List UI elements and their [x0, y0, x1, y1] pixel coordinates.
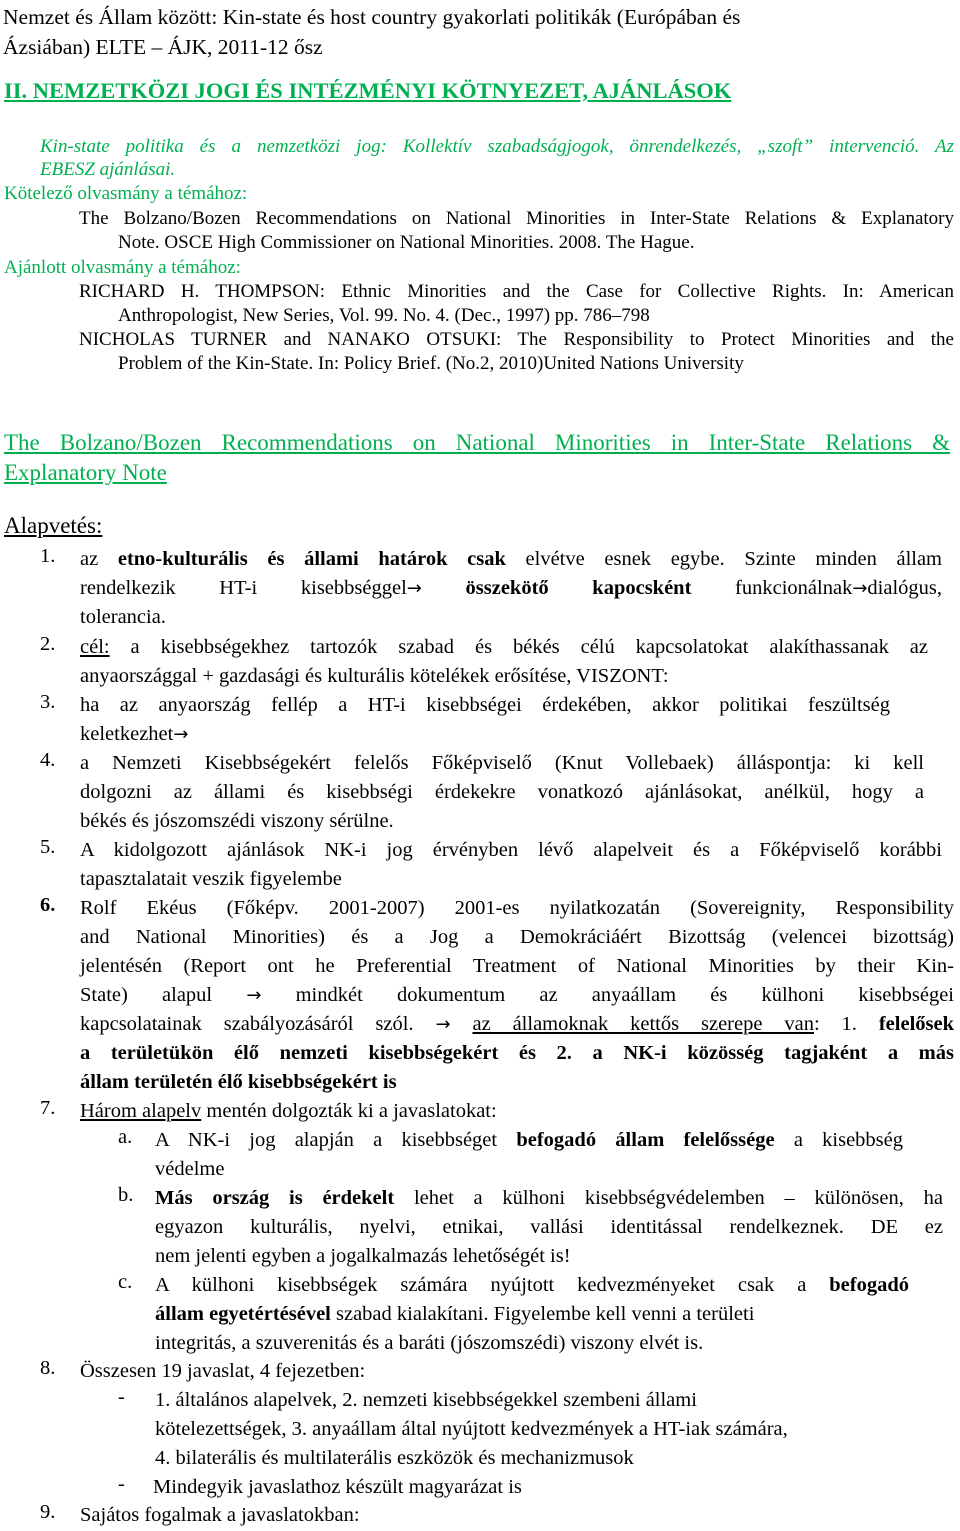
arrow-icon: → — [173, 724, 189, 745]
item-2: cél: a kisebbségekhez tartozók szabad és békés célú kapcsolatokat alakíthassanak az anyaországgal + gazdasági és kulturális kötelékek erősítése, VISZONT: — [80, 636, 928, 687]
item-6: Rolf Ekéus (Főképv. 2001-2007) 2001-es nyilatkozatán (Sovereignity, Responsibility and National Minorities) és a Jog a Demokráciáért Bizottság (velencei bizottság) jelentésén (Report ont he Preferential Treatment of National Minorities by their Kin- State) alapul → mindkét dokumentum az anyaállam és külhoni kisebbségei kapcsolatainak szabályozásáról szól. → az államoknak kettős szerepe van: 1. felelősek a területükön élő nemzeti kisebbségekért és 2. a NK-i közösség tagjaként a más állam területén élő kisebbségekért is — [80, 897, 954, 1093]
item-9: Sajátos fogalmak a javaslatokban: — [80, 1504, 360, 1526]
item-7: Három alapelv mentén dolgozták ki a javaslatokat: — [80, 1100, 497, 1122]
required-reading-1b: Note. OSCE High Commissioner on National Minorities. 2008. The Hague. — [118, 232, 695, 253]
recommended-reading-1a: RICHARD H. THOMPSON: Ethnic Minorities and the Case for Collective Rights. In: American — [79, 281, 954, 302]
required-reading-1a: The Bolzano/Bozen Recommendations on National Minorities in Inter-State Relations & Explanatory — [79, 208, 954, 229]
alapvetes-heading: Alapvetés: — [4, 513, 103, 538]
topic-line-2: EBESZ ajánlásai. — [40, 159, 176, 180]
arrow-icon: → — [852, 578, 868, 599]
item-number: 2. — [40, 633, 56, 655]
item-8: Összesen 19 javaslat, 4 fejezetben: — [80, 1360, 366, 1382]
recommended-reading-label: Ajánlott olvasmány a témához: — [4, 257, 241, 278]
item-1: az etno-kulturális és állami határok csak elvétve esnek egybe. Szinte minden állam rendelkezik HT-i kisebbséggel→ összekötő kapocsként funkcionálnak→dialógus, tolerancia. — [80, 548, 943, 628]
header-line-1: Nemzet és Állam között: Kin-state és host country gyakorlati politikák (Európában és — [3, 5, 741, 29]
doc-title-line-2: Explanatory Note — [4, 460, 167, 485]
item-number: 8. — [40, 1357, 56, 1379]
subitem-letter: b. — [118, 1184, 134, 1206]
dash-item-2: Mindegyik javaslathoz készült magyarázat is — [153, 1476, 522, 1498]
topic-line-1: Kin-state politika és a nemzetközi jog: Kollektív szabadságjogok, önrendelkezés, „szoft” intervenció. Az — [40, 136, 954, 157]
dash-bullet: - — [118, 1473, 125, 1495]
item-number: 1. — [40, 545, 56, 567]
arrow-icon: → — [246, 985, 262, 1006]
item-number: 7. — [40, 1097, 56, 1119]
item-number: 5. — [40, 836, 56, 858]
item-number: 9. — [40, 1501, 56, 1523]
section-title: II. NEMZETKÖZI JOGI ÉS INTÉZMÉNYI KÖTNYEZET, AJÁNLÁSOK — [4, 78, 732, 103]
item-number: 4. — [40, 749, 56, 771]
item-number: 6. — [40, 894, 56, 916]
header-line-2: Ázsiában) ELTE – ÁJK, 2011-12 ősz — [3, 35, 323, 59]
subitem-b: Más ország is érdekelt lehet a külhoni kisebbségvédelemben – különösen, ha egyazon kulturális, nyelvi, etnikai, vallási identitással rendelkeznek. DE ez nem jelenti egyben a jogalkalmazás lehetőségét is! — [155, 1187, 943, 1267]
dash-item-1: 1. általános alapelvek, 2. nemzeti kisebbségekkel szembeni állami kötelezettségek, 3. anyaállam által nyújtott kedvezmények a HT-iak számára, 4. bilaterális és multilaterális eszközök és mechanizmusok — [155, 1389, 788, 1469]
required-reading-label: Kötelező olvasmány a témához: — [4, 183, 248, 204]
recommended-reading-1b: Anthropologist, New Series, Vol. 99. No. 4. (Dec., 1997) pp. 786–798 — [118, 305, 650, 326]
recommended-reading-2b: Problem of the Kin-State. In: Policy Brief. (No.2, 2010)United Nations University — [118, 353, 744, 374]
item-5: A kidolgozott ajánlások NK-i jog érvényben lévő alapelveit és a Főképviselő korábbi tapasztalatait veszik figyelembe — [80, 839, 942, 890]
dash-bullet: - — [118, 1386, 125, 1408]
subitem-letter: c. — [118, 1271, 133, 1293]
subitem-a: A NK-i jog alapján a kisebbséget befogadó állam felelőssége a kisebbség védelme — [155, 1129, 903, 1180]
item-3: ha az anyaország fellép a HT-i kisebbségei érdekében, akkor politikai feszültség keletkezhet→ — [80, 694, 890, 745]
subitem-c: A külhoni kisebbségek számára nyújtott kedvezményeket csak a befogadó állam egyetértésével szabad kialakítani. Figyelembe kell venni a területi integritás, a szuverenitás és a baráti (jószomszédi) viszony elvét is. — [155, 1274, 909, 1354]
item-number: 3. — [40, 691, 56, 713]
recommended-reading-2a: NICHOLAS TURNER and NANAKO OTSUKI: The Responsibility to Protect Minorities and the — [79, 329, 954, 350]
arrow-icon: → — [406, 578, 422, 599]
item-4: a Nemzeti Kisebbségekért felelős Főképviselő (Knut Vollebaek) álláspontja: ki kell dolgozni az állami és kisebbségi érdekekre vonatkozó ajánlásokat, anélkül, hogy a békés és jószomszédi viszony sérülne. — [80, 752, 924, 832]
arrow-icon: → — [435, 1014, 451, 1035]
doc-title-line-1: The Bolzano/Bozen Recommendations on National Minorities in Inter-State Relations & — [4, 430, 950, 455]
subitem-letter: a. — [118, 1126, 133, 1148]
